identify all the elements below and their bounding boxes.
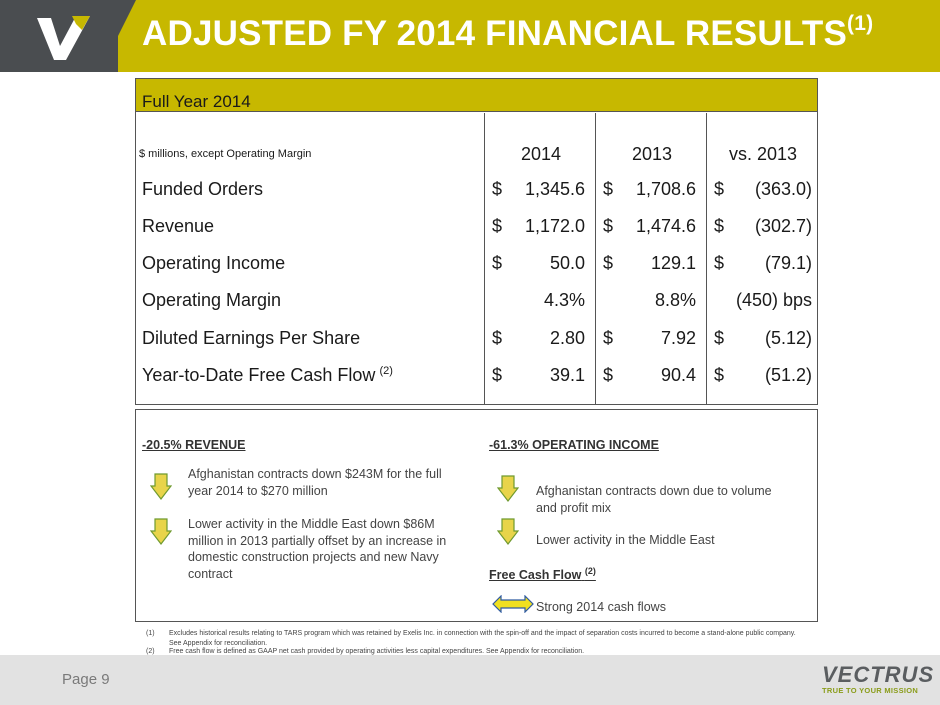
brand-logo <box>822 662 934 695</box>
currency-symbol: $ <box>492 253 503 273</box>
currency-symbol: $ <box>714 179 725 199</box>
operating-income-item-1: Afghanistan contracts down due to volume and profit mix <box>536 484 772 515</box>
footnote-1: Excludes historical results relating to TARS program which was retained by Exelis Inc. in connection with the spin-off and the impact of separation costs incurred to become a stand-alone public company. See Appendix for reconciliation. <box>169 630 796 647</box>
row-label: Year-to-Date Free Cash Flow <box>142 365 376 385</box>
currency-symbol: $ <box>492 328 503 348</box>
value-cell: (5.12) <box>764 328 812 348</box>
row-label: Revenue <box>142 216 215 236</box>
row-label-footnote-ref: (2) <box>379 365 393 377</box>
currency-symbol: $ <box>492 216 503 236</box>
value-cell: 1,345.6 <box>524 179 585 199</box>
table-row <box>142 328 360 349</box>
column-header-2013: 2013 <box>631 144 672 164</box>
value-cell: 50.0 <box>549 253 585 273</box>
free-cash-flow-item: Strong 2014 cash flows <box>536 600 666 614</box>
value-cell: 1,172.0 <box>524 216 585 236</box>
table-row <box>142 216 214 237</box>
footer-bar <box>0 655 940 705</box>
table-title: Full Year 2014 <box>142 92 251 111</box>
commentary-box <box>135 409 818 622</box>
value-cell: 7.92 <box>660 328 696 348</box>
value-cell: (51.2) <box>764 365 812 385</box>
free-cash-flow-title: Free Cash Flow $^{(2)}$ <box>489 566 596 583</box>
vectrus-v-icon <box>34 10 94 62</box>
row-label: Diluted Earnings Per Share <box>142 328 361 348</box>
value-cell: (79.1) <box>764 253 812 273</box>
row-label: Funded Orders <box>142 179 264 199</box>
column-header-2014: 2014 <box>520 144 561 164</box>
currency-symbol: $ <box>714 253 725 273</box>
down-arrow-icon <box>497 475 519 502</box>
page-number: Page 9 <box>62 671 110 688</box>
operating-income-title: -61.3% OPERATING INCOME <box>489 438 659 452</box>
currency-symbol: $ <box>603 179 614 199</box>
page-title: ADJUSTED FY 2014 FINANCIAL RESULTS$^{(1)}$ <box>142 12 874 53</box>
table-row <box>142 290 281 311</box>
value-cell: 90.4 <box>660 365 696 385</box>
revenue-title: -20.5% REVENUE <box>142 438 246 452</box>
currency-symbol: $ <box>603 328 614 348</box>
currency-symbol: $ <box>492 179 503 199</box>
table-row <box>142 365 393 386</box>
logo-panel-notch <box>100 0 136 72</box>
brand-name: VECTRUS <box>822 662 935 687</box>
table-row <box>142 253 285 274</box>
table-row <box>142 179 263 200</box>
value-cell: 1,708.6 <box>635 179 696 199</box>
left-right-arrow-icon <box>492 595 534 613</box>
value-cell: 129.1 <box>650 253 696 273</box>
table-title-bar <box>136 79 817 112</box>
currency-symbol: $ <box>714 216 725 236</box>
value-cell: (302.7) <box>754 216 812 236</box>
value-cell: 8.8% <box>654 290 696 310</box>
units-label: $ millions, except Operating Margin <box>139 148 312 160</box>
value-cell: 1,474.6 <box>635 216 696 236</box>
column-header-vs-2013: vs. 2013 <box>728 144 797 164</box>
currency-symbol: $ <box>603 216 614 236</box>
down-arrow-icon <box>497 518 519 545</box>
value-cell: 2.80 <box>549 328 585 348</box>
value-cell: (363.0) <box>754 179 812 199</box>
currency-symbol: $ <box>714 328 725 348</box>
revenue-item-2: Lower activity in the Middle East down $86M million in 2013 partially offset by an increase in domestic construction projects and new Navy contract <box>188 517 447 581</box>
currency-symbol: $ <box>492 365 503 385</box>
currency-symbol: $ <box>603 365 614 385</box>
footnote-number: (2) <box>146 648 155 655</box>
operating-income-item-2: Lower activity in the Middle East <box>536 533 715 547</box>
row-label: Operating Margin <box>142 290 282 310</box>
currency-symbol: $ <box>714 365 725 385</box>
row-label: Operating Income <box>142 253 286 273</box>
down-arrow-icon <box>150 518 172 545</box>
footnote-number: (1) <box>146 630 155 637</box>
value-cell: 4.3% <box>543 290 585 310</box>
value-cell: (450) bps <box>735 290 812 310</box>
footnote-2: Free cash flow is defined as GAAP net cash provided by operating activities less capital expenditures. See Appendix for reconciliation. <box>169 648 585 655</box>
brand-tagline: TRUE TO YOUR MISSION <box>822 686 919 695</box>
value-cell: 39.1 <box>549 365 585 385</box>
down-arrow-icon <box>150 473 172 500</box>
revenue-item-1: Afghanistan contracts down $243M for the full year 2014 to $270 million <box>188 467 442 498</box>
currency-symbol: $ <box>603 253 614 273</box>
results-table <box>135 78 818 405</box>
